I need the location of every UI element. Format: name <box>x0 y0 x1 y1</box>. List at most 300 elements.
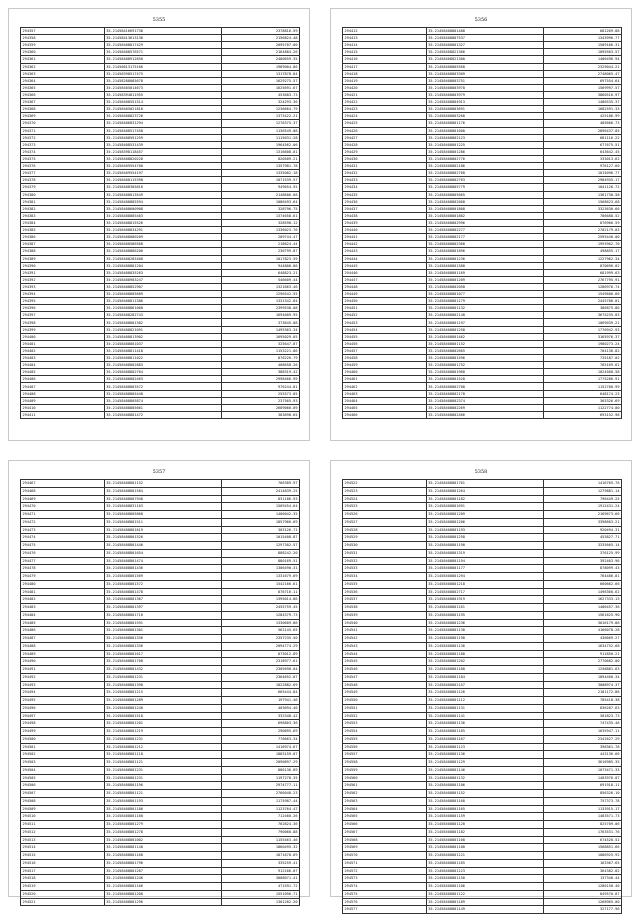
coordinate-cell: 35.21458408801896 <box>426 248 543 255</box>
coordinate-cell: 35.21458408801126 <box>426 689 543 697</box>
coordinate-cell: 35.21458408801188 <box>426 650 543 658</box>
row-id-cell: 294449 <box>343 291 427 298</box>
row-id-cell: 294553 <box>343 720 427 728</box>
coordinate-cell: 35.21458408801140 <box>104 844 221 852</box>
value-cell: 1486535.37 <box>543 99 621 106</box>
coordinate-cell: 35.21458408801336 <box>104 635 221 643</box>
row-id-cell: 294381 <box>21 198 105 205</box>
coordinate-cell: 35.21458408801123 <box>426 867 543 875</box>
coordinate-cell: 35.21458408803751 <box>426 77 543 84</box>
coordinate-cell: 35.21458409554700 <box>104 163 221 170</box>
value-cell: 2896437.05 <box>543 127 621 134</box>
table-row <box>343 91 622 98</box>
value-cell: 1123764.47 <box>221 805 299 813</box>
row-id-cell: 294566 <box>343 821 427 829</box>
coordinate-cell: 35.21458408802668 <box>426 198 543 205</box>
coordinate-cell: 35.21458408801121 <box>104 790 221 798</box>
document-page-4 <box>330 460 632 912</box>
table-row <box>343 184 622 191</box>
value-cell: 1509454.64 <box>221 503 299 511</box>
value-cell: 1883159.07 <box>221 751 299 759</box>
table-row <box>21 91 300 98</box>
coordinate-cell: 35.21458408591259 <box>104 134 221 141</box>
table-row <box>343 836 622 844</box>
row-id-cell: 294481 <box>21 588 105 596</box>
coordinate-cell: 35.21458408801264 <box>426 487 543 495</box>
value-cell: 2148606.68 <box>221 191 299 198</box>
coordinate-cell: 35.21458408801149 <box>426 906 543 914</box>
value-cell: 873012.89 <box>221 650 299 658</box>
coordinate-cell: 35.21458408801136 <box>426 642 543 650</box>
value-cell: 1136549.08 <box>221 127 299 134</box>
table-row <box>343 580 622 588</box>
table-row <box>343 42 622 49</box>
coordinate-cell: 35.21458408881204 <box>104 262 221 269</box>
value-cell: 1634752.68 <box>543 642 621 650</box>
coordinate-cell: 35.21458408805665 <box>426 191 543 198</box>
table-row <box>21 743 300 751</box>
row-id-cell: 294555 <box>343 735 427 743</box>
table-row <box>21 549 300 557</box>
value-cell: 2094774.29 <box>221 642 299 650</box>
table-row <box>343 518 622 526</box>
coordinate-cell: 35.21458408817429 <box>104 42 221 49</box>
value-cell: 1627333.13 <box>543 596 621 604</box>
value-cell: 790060.88 <box>221 828 299 836</box>
coordinate-cell: 35.21458408813902 <box>104 333 221 340</box>
coordinate-cell: 35.21458408801037 <box>104 340 221 347</box>
table-row <box>21 212 300 219</box>
coordinate-cell: 35.21458408576571 <box>104 49 221 56</box>
row-id-cell: 294549 <box>343 689 427 697</box>
coordinate-cell: 35.21458408802776 <box>426 155 543 162</box>
table-row <box>343 212 622 219</box>
table-row <box>21 712 300 720</box>
table-row <box>343 604 622 612</box>
table-row <box>343 565 622 573</box>
value-cell: 1331342.84 <box>221 298 299 305</box>
row-id-cell: 294536 <box>343 588 427 596</box>
row-id-cell: 294360 <box>21 49 105 56</box>
row-id-cell: 294552 <box>343 712 427 720</box>
table-row <box>343 673 622 681</box>
table-row <box>343 205 622 212</box>
coordinate-cell: 35.21458408801196 <box>104 782 221 790</box>
table-row <box>21 99 300 106</box>
table-row <box>21 565 300 573</box>
page-title: 5358 <box>474 469 488 475</box>
row-id-cell: 294405 <box>21 369 105 376</box>
row-id-cell: 294453 <box>343 319 427 326</box>
row-id-cell: 294543 <box>343 642 427 650</box>
value-cell: 681269.88 <box>543 28 621 35</box>
coordinate-cell: 35.21458408805689 <box>104 291 221 298</box>
row-id-cell: 294482 <box>21 596 105 604</box>
table-row <box>343 234 622 241</box>
value-cell: 2455759.45 <box>221 604 299 612</box>
table-row <box>21 404 300 411</box>
coordinate-cell: 35.21458408801132 <box>426 305 543 312</box>
coordinate-cell: 35.21458408807948 <box>104 495 221 503</box>
table-row <box>343 291 622 298</box>
row-id-cell: 294427 <box>343 134 427 141</box>
table-row <box>21 534 300 542</box>
coordinate-cell: 35.21458408801246 <box>104 875 221 883</box>
table-row <box>343 56 622 63</box>
value-cell: 408658.26 <box>221 362 299 369</box>
table-row <box>343 298 622 305</box>
value-cell: 693152.98 <box>543 411 621 418</box>
coordinate-cell: 35.21458408801382 <box>104 319 221 326</box>
table-row <box>343 743 622 751</box>
value-cell: 696803.36 <box>221 720 299 728</box>
table-row <box>21 170 300 177</box>
table-row <box>21 127 300 134</box>
table-row <box>21 867 300 875</box>
table-row <box>21 106 300 113</box>
table-row <box>343 875 622 883</box>
coordinate-cell: 35.21458408801258 <box>426 534 543 542</box>
row-id-cell: 294573 <box>343 875 427 883</box>
row-id-cell: 294478 <box>21 565 105 573</box>
coordinate-cell: 35.21458416691736 <box>104 28 221 35</box>
value-cell: 1551096.71 <box>221 890 299 898</box>
table-row <box>343 828 622 836</box>
coordinate-cell: 35.21458408802717 <box>426 588 543 596</box>
coordinate-cell: 35.21458408823726 <box>104 113 221 120</box>
row-id-cell: 294489 <box>21 650 105 658</box>
coordinate-cell: 35.21458408801118 <box>104 751 221 759</box>
value-cell: 2364652.07 <box>221 673 299 681</box>
table-row <box>21 355 300 362</box>
value-cell: 197941.46 <box>221 697 299 705</box>
coordinate-cell: 35.21458408802157 <box>426 681 543 689</box>
table-row <box>343 319 622 326</box>
coordinate-cell: 35.21458408801138 <box>426 627 543 635</box>
table-row <box>343 704 622 712</box>
row-id-cell: 294397 <box>21 312 105 319</box>
row-id-cell: 294559 <box>343 766 427 774</box>
table-row <box>343 390 622 397</box>
coordinate-cell: 35.21458408801209 <box>426 511 543 519</box>
value-cell: 1153221.86 <box>221 347 299 354</box>
table-row <box>21 642 300 650</box>
coordinate-cell: 35.21458408801258 <box>426 326 543 333</box>
coordinate-cell: 35.21458408811418 <box>104 347 221 354</box>
value-cell: 2974777.11 <box>221 782 299 790</box>
table-row <box>21 782 300 790</box>
coordinate-cell: 35.21458408802186 <box>426 163 543 170</box>
table-row <box>343 411 622 418</box>
coordinate-cell: 35.21458408801201 <box>104 720 221 728</box>
coordinate-cell: 35.21458408801136 <box>426 751 543 759</box>
value-cell: 388319.42 <box>221 369 299 376</box>
coordinate-cell: 35.21458408801600 <box>426 127 543 134</box>
coordinate-cell: 35.21458408801518 <box>104 712 221 720</box>
page-title: 5355 <box>152 17 166 23</box>
value-cell: 255573.85 <box>221 390 299 397</box>
row-id-cell: 294501 <box>21 743 105 751</box>
coordinate-cell: 35.21458408801462 <box>426 333 543 340</box>
table-row <box>343 141 622 148</box>
row-id-cell: 294521 <box>21 898 105 906</box>
page-title: 5356 <box>474 17 488 23</box>
coordinate-cell: 35.21458408912650 <box>104 56 221 63</box>
row-id-cell: 294550 <box>343 697 427 705</box>
row-id-cell: 294409 <box>21 397 105 404</box>
table-row <box>343 99 622 106</box>
value-cell: 1197278.35 <box>221 774 299 782</box>
row-id-cell: 294544 <box>343 650 427 658</box>
row-id-cell: 294457 <box>343 347 427 354</box>
row-id-cell: 294538 <box>343 604 427 612</box>
row-id-cell: 294393 <box>21 283 105 290</box>
value-cell: 1316608.01 <box>221 148 299 155</box>
row-id-cell: 294540 <box>343 619 427 627</box>
row-id-cell: 294493 <box>21 681 105 689</box>
table-row <box>343 495 622 503</box>
row-id-cell: 294377 <box>21 170 105 177</box>
row-id-cell: 294471 <box>21 511 105 519</box>
coordinate-cell: 35.21458408801596 <box>426 355 543 362</box>
row-id-cell: 294368 <box>21 106 105 113</box>
table-row <box>343 681 622 689</box>
table-row <box>21 766 300 774</box>
coordinate-cell: 35.21458408801106 <box>426 883 543 891</box>
value-cell: 2181172.86 <box>543 689 621 697</box>
row-id-cell: 294447 <box>343 276 427 283</box>
row-id-cell: 294554 <box>343 728 427 736</box>
row-id-cell: 294507 <box>21 790 105 798</box>
coordinate-cell: 35.21458408801436 <box>104 565 221 573</box>
value-cell: 1775286.91 <box>543 376 621 383</box>
table-row <box>21 148 300 155</box>
value-cell: 2318977.61 <box>221 658 299 666</box>
row-id-cell: 294421 <box>343 91 427 98</box>
row-id-cell: 294539 <box>343 611 427 619</box>
table-row <box>21 487 300 495</box>
value-cell: 831186.93 <box>221 495 299 503</box>
row-id-cell: 294458 <box>343 355 427 362</box>
coordinate-cell: 35.21458408802996 <box>426 219 543 226</box>
value-cell: 1258881.63 <box>543 666 621 674</box>
value-cell: 376125.99 <box>543 549 621 557</box>
value-cell: 1542166.61 <box>221 580 299 588</box>
value-cell: 712460.26 <box>221 813 299 821</box>
coordinate-cell: 35.21458408801708 <box>104 658 221 666</box>
table-row <box>343 666 622 674</box>
value-cell: 2090897.29 <box>221 759 299 767</box>
row-id-cell: 294502 <box>21 751 105 759</box>
coordinate-cell: 35.21458408801202 <box>426 658 543 666</box>
row-id-cell: 294515 <box>21 852 105 860</box>
value-cell: 1416765.76 <box>543 480 621 488</box>
coordinate-cell: 35.21458408285408 <box>104 255 221 262</box>
row-id-cell: 294512 <box>21 828 105 836</box>
value-cell: 1015096.77 <box>543 170 621 177</box>
row-id-cell: 294529 <box>343 534 427 542</box>
coordinate-cell: 35.21458408801279 <box>104 821 221 829</box>
row-id-cell: 294414 <box>343 42 427 49</box>
value-cell: 1695029.05 <box>221 333 299 340</box>
value-cell: 453827.71 <box>543 534 621 542</box>
value-cell: 137340.44 <box>543 875 621 883</box>
row-id-cell: 294358 <box>21 35 105 42</box>
value-cell: 2169673.66 <box>543 511 621 519</box>
coordinate-cell: 35.21458405021816 <box>104 106 221 113</box>
value-cell: 912166.07 <box>221 867 299 875</box>
value-cell: 1331679.69 <box>221 573 299 581</box>
row-id-cell: 294444 <box>343 255 427 262</box>
value-cell: 878099.43 <box>543 565 621 573</box>
table-row <box>343 347 622 354</box>
value-cell: 2164884.26 <box>221 49 299 56</box>
row-id-cell: 294477 <box>21 557 105 565</box>
row-id-cell: 294365 <box>21 84 105 91</box>
row-id-cell: 294568 <box>343 836 427 844</box>
row-id-cell: 294511 <box>21 821 105 829</box>
row-id-cell: 294439 <box>343 219 427 226</box>
table-row <box>21 813 300 821</box>
value-cell: 1175987.44 <box>221 797 299 805</box>
table-row <box>343 163 622 170</box>
coordinate-cell: 35.21458408801193 <box>426 526 543 534</box>
coordinate-cell: 35.21458408802883 <box>104 362 221 369</box>
table-row <box>21 511 300 519</box>
table-row <box>21 362 300 369</box>
value-cell: 485666.73 <box>543 120 621 127</box>
coordinate-cell: 35.21458408801152 <box>104 480 221 488</box>
value-cell: 1569997.57 <box>543 84 621 91</box>
coordinate-cell: 35.21458408802763 <box>426 177 543 184</box>
value-cell: 1268965.00 <box>543 898 621 906</box>
coordinate-cell: 35.21458408801188 <box>426 666 543 674</box>
table-row <box>343 596 622 604</box>
value-cell: 2767795.91 <box>543 276 621 283</box>
table-row <box>21 836 300 844</box>
table-row <box>343 255 622 262</box>
row-id-cell: 294476 <box>21 549 105 557</box>
row-id-cell: 294561 <box>343 782 427 790</box>
table-row <box>21 604 300 612</box>
table-row <box>21 557 300 565</box>
coordinate-cell: 35.21458408801267 <box>104 867 221 875</box>
table-row <box>21 526 300 534</box>
row-id-cell: 294534 <box>343 573 427 581</box>
coordinate-cell: 35.21458408801654 <box>104 549 221 557</box>
coordinate-cell: 35.21458408801919 <box>426 596 543 604</box>
table-row <box>343 813 622 821</box>
row-id-cell: 294379 <box>21 184 105 191</box>
value-cell: 1336023.76 <box>221 227 299 234</box>
row-id-cell: 294431 <box>343 163 427 170</box>
coordinate-cell: 35.21458409554197 <box>104 170 221 177</box>
value-cell: 1374658.61 <box>221 212 299 219</box>
document-page-1 <box>8 8 310 441</box>
table-row <box>21 227 300 234</box>
value-cell: 665444.84 <box>221 689 299 697</box>
row-id-cell: 294545 <box>343 658 427 666</box>
row-id-cell: 294486 <box>21 627 105 635</box>
value-cell: 1133915.17 <box>543 805 621 813</box>
row-id-cell: 294380 <box>21 191 105 198</box>
row-id-cell: 294394 <box>21 291 105 298</box>
table-row <box>21 35 300 42</box>
row-id-cell: 294560 <box>343 774 427 782</box>
row-id-cell: 294361 <box>21 56 105 63</box>
value-cell: 163367.65 <box>543 859 621 867</box>
row-id-cell: 294570 <box>343 852 427 860</box>
coordinate-cell: 35.21458408903247 <box>104 276 221 283</box>
table-row <box>343 269 622 276</box>
table-row <box>343 120 622 127</box>
coordinate-cell: 35.21458408801286 <box>426 148 543 155</box>
value-cell: 2445786.01 <box>543 298 621 305</box>
coordinate-cell: 35.21458398517475 <box>104 70 221 77</box>
coordinate-cell: 35.21458408801390 <box>104 681 221 689</box>
table-row <box>21 735 300 743</box>
row-id-cell: 294575 <box>343 890 427 898</box>
data-table <box>342 479 622 914</box>
coordinate-cell: 35.21458408885463 <box>104 212 221 219</box>
row-id-cell: 294487 <box>21 635 105 643</box>
table-row <box>21 248 300 255</box>
row-id-cell: 294546 <box>343 666 427 674</box>
value-cell: 1357981.78 <box>221 163 299 170</box>
coordinate-cell: 35.21458408805868 <box>104 511 221 519</box>
value-cell: 1317878.84 <box>221 70 299 77</box>
table-row <box>21 163 300 170</box>
row-id-cell: 294522 <box>343 480 427 488</box>
coordinate-cell: 35.21458408802269 <box>426 404 543 411</box>
table-row <box>343 77 622 84</box>
row-id-cell: 294514 <box>21 844 105 852</box>
row-id-cell: 294557 <box>343 751 427 759</box>
row-id-cell: 294567 <box>343 828 427 836</box>
coordinate-cell: 35.21458408801296 <box>104 898 221 906</box>
value-cell: 1635947.11 <box>543 728 621 736</box>
value-cell: 796449.25 <box>543 495 621 503</box>
table-row <box>343 355 622 362</box>
table-row <box>343 198 622 205</box>
value-cell: 2342627.29 <box>543 735 621 743</box>
value-cell: 1152780.99 <box>543 383 621 390</box>
row-id-cell: 294407 <box>21 383 105 390</box>
row-id-cell: 294362 <box>21 63 105 70</box>
value-cell: 1361730.58 <box>543 191 621 198</box>
table-row <box>343 397 622 404</box>
row-id-cell: 294440 <box>343 227 427 234</box>
value-cell: 643642.45 <box>543 148 621 155</box>
table-row <box>21 234 300 241</box>
value-cell: 546609.44 <box>221 276 299 283</box>
row-id-cell: 294375 <box>21 155 105 162</box>
value-cell: 1227962.34 <box>543 255 621 262</box>
coordinate-cell: 35.21458408801619 <box>104 526 221 534</box>
table-row <box>343 906 622 914</box>
coordinate-cell: 35.21458408801802 <box>426 212 543 219</box>
row-id-cell: 294467 <box>21 480 105 488</box>
value-cell: 1024568.58 <box>543 369 621 376</box>
coordinate-cell: 35.21458413613136 <box>104 35 221 42</box>
coordinate-cell: 35.21458408801190 <box>426 542 543 550</box>
coordinate-cell: 35.21458408803572 <box>104 383 221 390</box>
coordinate-cell: 35.21458408801108 <box>426 844 543 852</box>
coordinate-cell: 35.21458408586568 <box>104 241 221 248</box>
value-cell: 1306490.31 <box>221 565 299 573</box>
value-cell: 3335665.14 <box>543 542 621 550</box>
coordinate-cell: 35.21458406831294 <box>104 120 221 127</box>
